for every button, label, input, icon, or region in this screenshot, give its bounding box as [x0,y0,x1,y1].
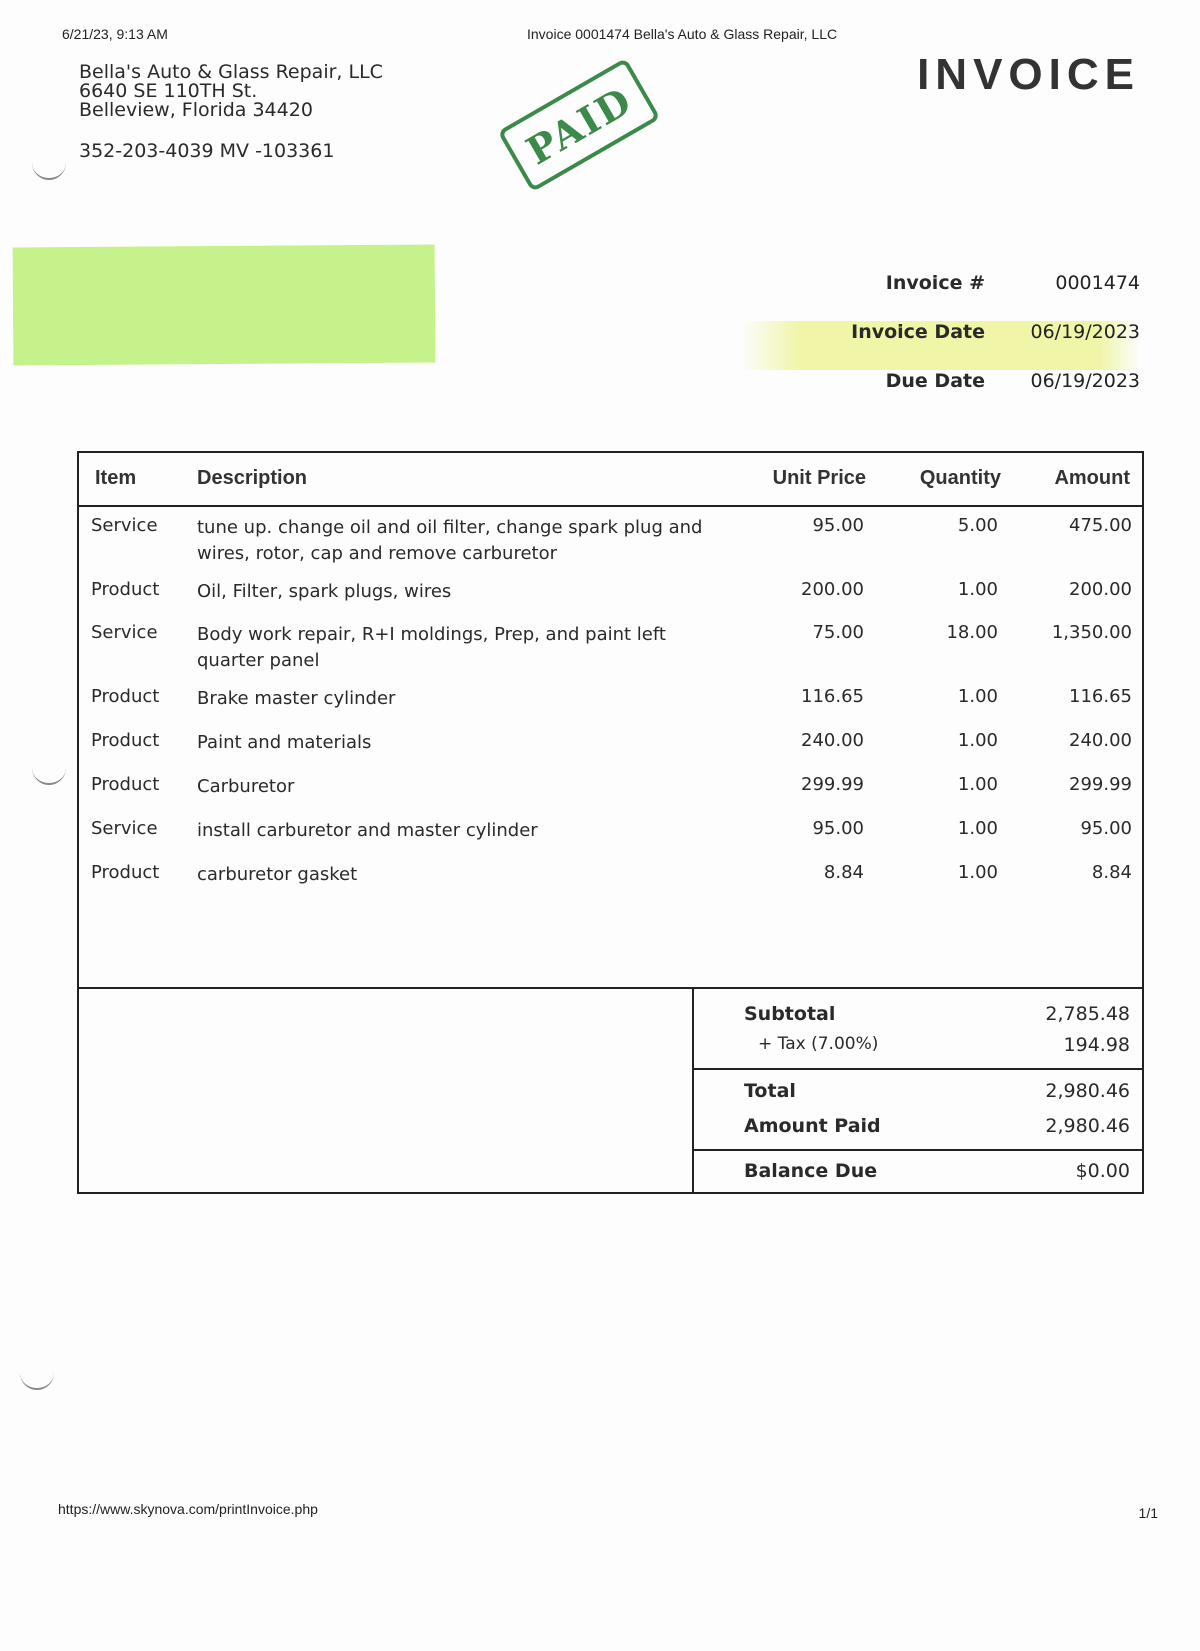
company-phone: 352-203-4039 MV -103361 [79,140,335,162]
row-item: Service [91,818,158,839]
subtotal-value: 2,785.48 [1045,1003,1130,1025]
summary-divider [692,989,694,1192]
amount-paid-label: Amount Paid [744,1115,881,1137]
row-unit-price: 8.84 [823,862,864,883]
row-unit-price: 299.99 [801,774,864,795]
row-amount: 200.00 [1069,579,1132,600]
summary-rule [694,1068,1142,1070]
summary-rule [694,1149,1142,1151]
row-description: Carburetor [197,776,295,797]
print-datetime: 6/21/23, 9:13 AM [62,26,168,42]
row-amount: 475.00 [1069,515,1132,536]
row-unit-price: 116.65 [801,686,864,707]
due-date-row [740,370,1140,419]
row-description: install carburetor and master cylinder [197,820,538,841]
balance-due-label: Balance Due [744,1160,878,1182]
row-amount: 116.65 [1069,686,1132,707]
row-quantity: 1.00 [957,686,998,707]
row-description: Paint and materials [197,732,372,753]
row-quantity: 1.00 [957,774,998,795]
header-description: Description [197,467,308,489]
invoice-number-row [740,272,1140,321]
footer-url: https://www.skynova.com/printInvoice.php [58,1501,318,1517]
row-item: Service [91,622,158,643]
row-amount: 1,350.00 [1051,622,1132,643]
invoice-number: 0001474 [1055,272,1140,294]
company-city: Belleview, Florida 34420 [79,99,313,121]
row-item: Product [91,730,160,751]
header-amount: Amount [1054,467,1130,489]
invoice-date: 06/19/2023 [1030,321,1140,343]
row-quantity: 1.00 [957,730,998,751]
row-unit-price: 95.00 [812,818,864,839]
table-header [79,453,1142,507]
row-amount: 95.00 [1080,818,1132,839]
company-street: 6640 SE 110TH St. [79,80,258,102]
row-unit-price: 95.00 [812,515,864,536]
company-name: Bella's Auto & Glass Repair, LLC [79,61,383,83]
invoice-date-label: Invoice Date [851,321,985,343]
print-doc-title: Invoice 0001474 Bella's Auto & Glass Repair, LLC [527,26,838,42]
header-unit-price: Unit Price [772,467,866,489]
amount-paid-value: 2,980.46 [1045,1115,1130,1137]
row-quantity: 1.00 [957,579,998,600]
row-amount: 299.99 [1069,774,1132,795]
balance-due-value: $0.00 [1075,1160,1130,1182]
due-date-label: Due Date [885,370,985,392]
row-item: Service [91,515,158,536]
row-quantity: 18.00 [946,622,998,643]
company-address [79,63,383,120]
row-item: Product [91,862,160,883]
invoice-title: INVOICE [917,50,1140,99]
row-unit-price: 200.00 [801,579,864,600]
row-quantity: 5.00 [957,515,998,536]
paid-stamp [497,58,660,193]
punch-hole [32,158,66,180]
punch-hole [20,1368,54,1390]
row-unit-price: 240.00 [801,730,864,751]
row-amount: 8.84 [1091,862,1132,883]
punch-hole [32,763,66,785]
subtotal-label: Subtotal [744,1003,836,1025]
row-description: carburetor gasket [197,864,358,885]
row-amount: 240.00 [1069,730,1132,751]
total-value: 2,980.46 [1045,1080,1130,1102]
header-quantity: Quantity [919,467,1001,489]
line-items-table [77,451,1144,989]
row-description: tune up. change oil and oil filter, change spark plug and wires, rotor, cap and remove carburetor [197,517,703,564]
row-description: Brake master cylinder [197,688,396,709]
row-quantity: 1.00 [957,818,998,839]
total-label: Total [744,1080,796,1102]
row-quantity: 1.00 [957,862,998,883]
row-item: Product [91,774,160,795]
redaction-sticker [13,245,436,366]
paid-stamp-text: PAID [518,77,640,173]
header-item: Item [95,467,137,489]
row-description: Oil, Filter, spark plugs, wires [197,581,452,602]
invoice-meta [740,272,1140,419]
footer-page-number: 1/1 [1138,1505,1158,1521]
row-description: Body work repair, R+I moldings, Prep, and paint left quarter panel [197,624,666,671]
due-date: 06/19/2023 [1030,370,1140,392]
row-item: Product [91,579,160,600]
row-item: Product [91,686,160,707]
summary-box [77,987,1144,1194]
tax-label: + Tax (7.00%) [758,1034,879,1054]
invoice-number-label: Invoice # [885,272,985,294]
row-unit-price: 75.00 [812,622,864,643]
invoice-date-row [740,321,1140,370]
tax-value: 194.98 [1063,1034,1130,1056]
